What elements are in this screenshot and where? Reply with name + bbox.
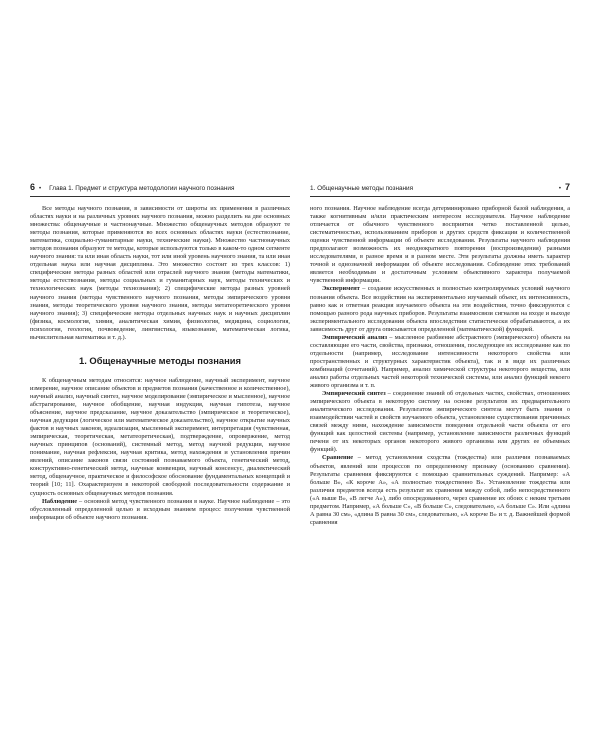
right-page-number: 7 [564,182,570,192]
section-title: 1. Общенаучные методы познания [78,354,241,366]
paragraph-text: ного познания. Научное наблюдение всегда детерминировано приборной базой наблюдения, а также когнитивным и/или практическим интересом исследователя. Научное наблюдение отличается от обычного чувственного восприятия четко поставленной целью, систематичностью, использованием приборов и других средств фиксации и количественной оценки чувственной информации об объекте исследования. Результаты научного наблюдения предполагают возможность их неоднократного повторения (воспроизведения) разными исследователями, в разное время и в разном месте. Эти результаты должны иметь характер точной и однозначной информации об объекте исследования. Соблюдение этих требований является необходимым и достаточным условием объективного характера получаемой чувственной информации. [310,205,570,285]
intro-paragraph: Все методы научного познания, в зависимости от широты их применения в различных областях науки и на различных уровнях научного познания, можно разделить на две основных множества: общенаучные и частнонаучные. Множество общенаучных методов образуют те методы познания, которые применяются во всех основных областях науки (естествознание, математика, социально-гуманитарные науки, технические науки). Множество частнонаучных методов познания образуют те методы, которые используются только в каком-то одном сегменте научного знания: та или иная область науки, тот или иной уровень научного знания, та или иная отдельная наука или научная дисциплина. Это множество состоит из трех классов: 1) специфические методы разных областей или отраслей научного знания (методы математики, методы естествознания, методы социальных и гуманитарных наук, методы технических и технологических наук (методы технознания); 2) специфические методы разных уровней научного знания (методы чувственного научного познания, методы эмпирического уровня знания, методы теоретического уровня научного знания, методы метатеоретического уровня научного знания); 3) специфические методы отдельных научных наук и научных дисциплин (физика, космология, химия, аналитическая химия, физиология, медицина, социология, психология, геология, почвоведение, лингвистика, языкознание, математическая логика, вычислительная математика и т. д.). [30,205,290,341]
left-body [30,205,290,522]
paragraph-text: – мысленное разбиение абстрактного (эмпирического) объекта на составляющие его части, свойства, признаки, отношения, последующее их исследование как по отдельности (например, исследование интенсивности некоторого свойства или пространственных и структурных характеристик объекта), так и в виде их различных комбинаций (сочетаний). Например, анализ химической структуры некоторого вещества, или анализ работы отдельных частей некоторой технической системы, или анализ функций некоего живого организма и т. п. [310,333,570,390]
header-bullet: • [39,186,42,192]
paragraph-term: Эмпирический синтез [322,390,386,398]
paragraph-term: Сравнение [322,454,354,462]
left-page [30,182,290,522]
paragraph [310,390,570,454]
paragraph-term: Эксперимент [322,285,360,293]
paragraph-text: – метод установления сходства (тождества) или различия познаваемых объектов, явлений или процессов по определенному признаку (основанию сравнения). Результаты сравнения фиксируются с помощью сравнительных суждений. Например: «А больше В», «К короче А», «А полностью тождественно В». Установление тождества или различия предметов всегда есть результат их сравнения между собой, либо непосредственного («А выше В», «В легче А»), либо опосредованного, через сравнение их обоих с неким третьим предметом. Например, «А больше С», «В больше С», следовательно, «А больше С». Или «длина А равна 30 см», «длина В равна 30 см», следовательно, «А короче В» и т. д. Важнейшей формой сравнения [310,454,570,526]
observation-paragraph [30,498,290,522]
right-running-header [310,182,570,197]
right-running-head: 1. Общенаучные методы познания [310,185,414,192]
paragraph [310,285,570,333]
paragraph [310,334,570,390]
definition-text: – основной метод чувственного познания в науке. Научное наблюдение – это обусловленный определенной целью и исходным знанием процесс получения чувственной информации об объекте научного познания. [30,497,290,521]
paragraph-text: – создание искусственных и полностью контролируемых условий научного познания объекта. Все воздействия на экспериментально изучаемый объект, их интенсивность, равно как и ответная реакция изучаемого объекта на эти воздействия, точно фиксируются с помощью разного рода научных приборов. Результаты взаимосвязи сигналов на входе и выходе экспериментального исследования объекта впоследствии статистически обрабатываются, а их зависимость друг от друга описывается определенной (математической) функцией. [310,285,570,333]
right-body [310,205,570,527]
left-running-head: Глава 1. Предмет и структура методологии научного познания [49,185,235,192]
paragraph [310,454,570,526]
left-running-header [30,182,290,197]
paragraph-term: Эмпирический анализ [322,333,387,341]
paragraph-text: – соединение знаний об отдельных частях, свойствах, отношениях эмпирического объекта в некоторую систему на основе результатов их предварительного аналитического исследования. Результатом эмпирического синтеза могут быть знания о взаимодействии частей и свойств изучаемого объекта, установление существования причинных связей между ними, нахождение зависимости поведения отдельной части объекта от его функций как целостной системы (например, установление зависимости различных функций печени от их некоторых органов некоторого живого организма или других ее объемных функций). [310,390,570,454]
paragraph [310,205,570,285]
definition-term: Наблюдение [42,497,78,505]
header-bullet: • [558,186,561,192]
methods-paragraph: К общенаучным методам относятся: научное наблюдение, научный эксперимент, научное измерение, научное описание объектов и предметов познания (качественное и количественное), научный анализ, научный синтез, научное моделирование (эмпирическое и мысленное), научное абстрагирование, научное обобщение, научная индукция, научная гипотеза, научное объяснение, научное предсказание, научное доказательство (эмпирическое и теоретическое), научная дедукция (логическое или математическое доказательство), научное открытие научных фактов и научных законов, идеализация, мысленный эксперимент, интерпретация (чувственная, эмпирическая, теоретическая, метатеоретическая), подтверждение, опровержение, метод научных принципов (оснований), системный метод, метод научной редукции, научное понимание, научная рефлексия, научная критика, метод нахождения и установления причин явлений, описание законов связи состояний познаваемого объекта, генетический метод, конструктивно-генетический метод, научные конвенции, научный консенсус, диалектический метод, общенаучное, практическое и философское обоснование фундаментальных концепций и теорий [10; 11]. Охарактеризуем в некоторой свободной последовательности содержание и сущность основных общенаучных методов познания. [30,376,290,497]
right-page [310,182,570,527]
left-page-number: 6 [30,182,36,192]
